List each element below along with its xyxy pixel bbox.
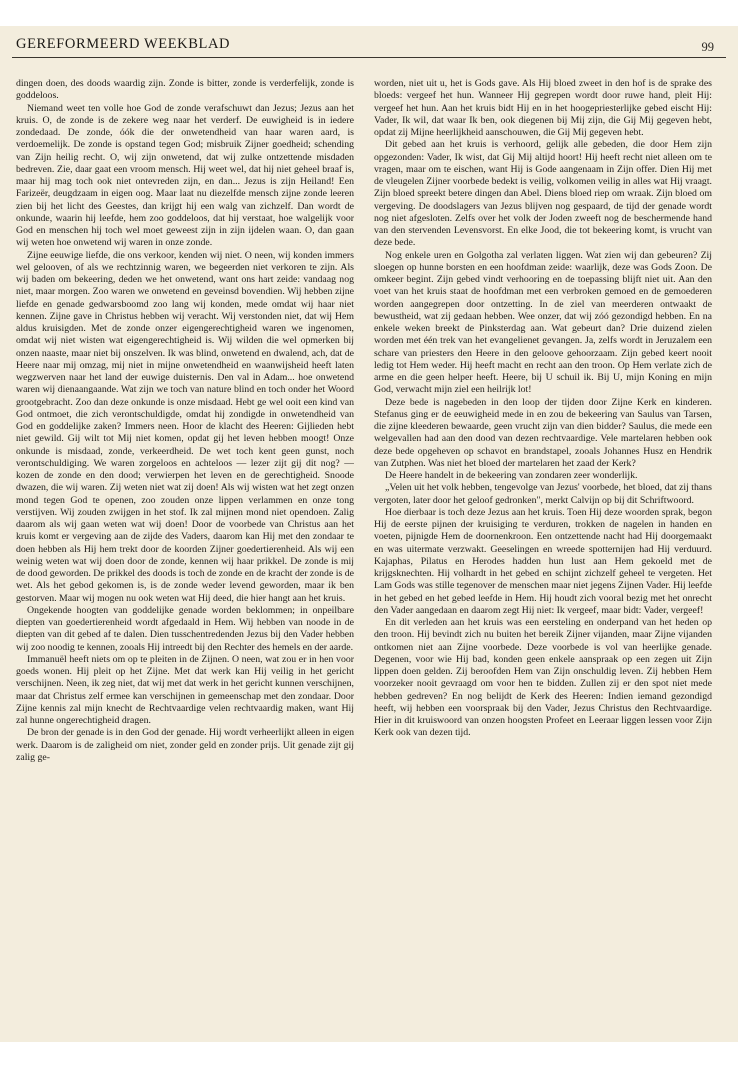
text-column-right [374,78,712,1038]
paragraph: Niemand weet ten volle hoe God de zonde verafschuwt dan Jezus; Jezus aan het kruis. O, de zonde is de zekere weg naar het verderf. De euwigheid is in iedere zondedaad. De zonde, óók die der onwetendheid van haar waren aard, is verdoemelijk. De zonde is opstand tegen God; misbruik Zijner goedheid; schending van Zijn heilig recht. O, wij zijn onwetend, dat wij zulke ontzettende misdaden bedreven. Zie, daar gaat een vroom mensch. Hij weet wel, dat hij niet geheel braaf is, maar hij mag toch ook niet ontevreden zijn, en dan... Jezus is zijn Heiland! Een Farizeër, deugdzaam in eigen oog. Maar laat nu diezelfde mensch zijne zonde leeren zien bij het licht des Geestes, dan krijgt hij een walg van zichzelf. Dan wordt de onkunde, waarin hij leefde, hem zoo goddeloos, dat hij verstaat, hoe walgelijk voor God en menschen hij toch wel moet geweest zijn in zijn ijdelen waan. O, dan gaan wij weten hoe onwetend wij waren in onze zonde. [16,102,354,249]
paragraph: worden, niet uit u, het is Gods gave. Als Hij bloed zweet in den hof is de sprake des bloeds: vergeef het hun. Wanneer Hij gegrepen wordt door ruwe hand, pleit Hij: vergeef het hun. Aan het kruis bidt Hij en in het hoogepriesterlijke gebed eischt Hij: Vader, Ik wil, dat waar Ik ben, ook diegenen bij Mij zijn, die Gij Mij gegeven hebt, opdat zij Mijne heerlijkheid aanschouwen, die Gij Mij gegeven hebt. [374,78,712,138]
paragraph: En dit verleden aan het kruis was een eersteling en onderpand van het heden op den troon. Hij bevindt zich nu buiten het bereik Zijner vijanden, maar Zijne vijanden ontkomen niet aan Zijne voorbede. Deze voorbede is vol van heerlijke genade. Degenen, voor wie Hij bad, konden geen enkele aanspraak op een zegen uit Zijn lippen doen gelden. Zij beroofden Hem van Zijn onschuldig leven. Zij hebben Hem voorzeker nooit gevraagd om voor hen te bidden. Zullen zij er den spot niet mede hebben gedreven? En nog belijdt de Kerk des Heeren: Indien iemand gezondigd heeft, wij hebben een voorspraak bij den Vader, Jezus Christus den Rechtvaardige. Hier in dit kruiswoord van onzen hoogsten Profeet en Leeraar liggen lessen voor Zijn Kerk ook van dezen tijd. [374,617,712,739]
top-margin [0,0,738,26]
paragraph: „Velen uit het volk hebben, tengevolge van Jezus' voorbede, het bloed, dat zij thans vergoten, later door het geloof gedronken", merkt Calvijn op bij dit Schriftwoord. [374,482,712,506]
page-header [12,36,726,56]
text-column-left [16,78,354,1038]
paragraph: De bron der genade is in den God der genade. Hij wordt verheerlijkt alleen in eigen werk. Daarom is de zaligheid om niet, zonder geld en zonder prijs. Uit genade zijt gij zalig ge- [16,727,354,763]
paragraph: Nog enkele uren en Golgotha zal verlaten liggen. Wat zien wij dan gebeuren? Zij sloegen op hunne borsten en een hoofdman zeide: waarlijk, deze was Gods Zoon. De omkeer begint. Zijn gebed vindt verhooring en de toepassing blijft niet uit. Aan den voet van het kruis staat de hoofdman met een verbroken gemoed en de gemoederen worden aangegrepen door ontzetting. In de ziel van meerderen ontwaakt de bewustheid, wat zij gedaan hebben. Wee onzer, dat wij zóó gezondigd hebben. En na enkele weken breekt de Pinksterdag aan. Wat gebeurt dan? Drie duizend zielen worden met één trek van het evangelienet gevangen. Ja, zelfs wordt in Jeruzalem een schare van priesters den Heere in den geloove gehoorzaam. Zijn gebed keert nooit ledig tot Hem weder. Hij heeft macht en recht aan den troon. Op Hem verlate zich de arme en die geen helper heeft. Heere, bij U schuil ik. Bij U, mijn Koning en mijn God, verwacht mijn ziel een heilrijk lot! [374,249,712,396]
page-number: 99 [701,40,714,54]
paragraph: De Heere handelt in de bekeering van zondaren zeer wonderlijk. [385,470,638,481]
running-title: GEREFORMEERD WEEKBLAD [16,36,231,52]
bottom-margin [0,1042,738,1068]
paragraph: Ongekende hoogten van goddelijke genade worden beklommen; in onpeilbare diepten van goedertierenheid wordt afgedaald in Hem. Wij hebben van noode in de diepten van dit gebed af te dalen. Dien tusschentredenden Jezus bij den Vader hebben wij zoo noodig te kennen, zooals Hij intreedt bij den Rechter des hemels en der aarde. [16,604,354,653]
paragraph: Dit gebed aan het kruis is verhoord, gelijk alle gebeden, die door Hem zijn opgezonden: Vader, Ik wist, dat Gij Mij altijd hoort! Hij heeft recht niet alleen om te vragen, maar om te eischen, want Hij is Gode aangenaam in Zijn offer. Dien Hij met de vleugelen Zijner voorbede bedekt is veilig, volkomen veilig in alles wat Hij vraagt. Zijn bloed spreekt betere dingen dan Abel. Diens bloed riep om wraak. Zijn bloed om vergeving. De doodslagers van Jezus blijven nog gespaard, de tijd der genade wordt nog niet afgesloten. Zelfs over het volk der Joden zweeft nog de beschermende hand van den stervenden Levensvorst. En elke Jood, die tot bekeering komt, is vrucht van deze bede. [374,139,712,249]
paragraph: Immanuël heeft niets om op te pleiten in de Zijnen. O neen, wat zou er in hen voor goeds wonen. Hij pleit op het Zijne. Met dat werk kan Hij veilig in het gericht verschijnen. Neen, ik zeg niet, dat wij met dat werk in het gericht kunnen verschijnen, maar dat Christus zelf ermee kan verschijnen in gemeenschap met den zondaar. Door Zijne kennis zal mijn knecht de Rechtvaardige velen rechtvaardig maken, want Hij zal hunne ongerechtigheid dragen. [16,653,354,726]
paragraph: Zijne eeuwige liefde, die ons verkoor, kenden wij niet. O neen, wij konden immers wel gelooven, of als we rechtzinnig waren, we begeerden niet verkoren te zijn. Als wij baden om bekeering, deden we het onwetend, want ons hart zeide: vandaag nog niet, maar morgen. Zoo waren we onwetend en geveinsd bovendien. Wij hebben zijne liefde en genade gedwarsboomd zoo lang wij konden, mede omdat wij haar niet kennen. Zijne gave in Christus hebben wij veracht. Wij verstonden niet, dat wij Hem aldus kruisigden. Met de zonde onzer eigengerechtigheid waren we ingenomen, omdat wij niet wisten wat eigengerechtigheid is. Wij wilden die wel opmerken bij onzen naaste, maar niet bij onszelven. Ik was blind, onwetend en dwalend, ach, dat de Heere naar mij omzag, mij niet in mijne onwetendheid en waanwijsheid heeft laten wegzwerven naar het land der euwige duisternis. Den val in Adam... hoe onwetend waren wij dienaangaande. Wat zijn we toch van nature blind en toch onder het Woord grootgebracht. Zoo dan deze onkunde is onze misdaad. Hebt ge wel ooit een kind van God ontmoet, die zich verontschuldigde, omdat hij zondigde in onwetendheid van God en goddelijke zaken? Immers neen. Hoor de klacht des Heeren: Gijlieden hebt niet gewild. Gij wilt tot Mij niet komen, opdat gij het leven hebben moogt! Onze onkunde is misdaad, zonde, verkeerdheid. De wet toch kent geen gunst, noch verontschuldiging. We waren zorgeloos en achteloos — lezer zijt gij dit nog? — kozen de zonde en den dood; verwierpen het leven en de gerechtigheid. Snoode dwazen, die wij waren. Zij weten niet wat zij doen! Als wij wisten wat het zegt onzen mond tegen God te openen, zoo zouden onze lippen verlammen en onze tong verstijven. Wij zouden zwijgen in het stof. Ik zal mijnen mond niet opendoen. Zalig daarom als wij gaan weten wat wij doen! Door de voorbede van Christus aan het kruis komt er vergeving aan de zijde des Vaders, daarom kan Hij met den zondaar te doen hebben als Hij hem trekt door de koorden Zijner goedertierenheid. Als wij een weinig weten wat wij doen door de zonde, kennen wij haar prikkel. De zonde is mij de dood geworden. De prikkel des doods is toch de zonde en de kracht der zonde is de wet. Als het gebod gekomen is, is de zonde weder levend geworden, maar ik ben gestorven. Maar wij mogen nu ook weten wat Hij deed, die hier hangt aan het kruis. [16,249,354,604]
header-rule [12,57,726,58]
paragraph: Deze bede is nagebeden in den loop der tijden door Zijne Kerk en kinderen. Stefanus ging er de eeuwigheid mede in en zou de bekeering van Saulus van Tarsen, die zijne kleederen bewaarde, geen vrucht zijn van dien bidder? Saulus, die mede een welgevallen had aan den dood van dezen rechtvaardige. Vele martelaren hebben ook deze bede opgeheven op schavot en brandstapel, zooals Johannes Husz en Hendrik van Zutphen. Was niet het bloed der martelaren het zaad der Kerk? [374,396,712,469]
paragraph: dingen doen, des doods waardig zijn. Zonde is bitter, zonde is verderfelijk, zonde is goddeloos. [16,78,354,102]
paragraph: Hoe dierbaar is toch deze Jezus aan het kruis. Toen Hij deze woorden sprak, begon Hij de eerste pijnen der kruisiging te verduren, trokken de nagelen in handen en voeten, pijnigde Hem de doornenkroon. Een ontzettende nacht had Hij doorgemaakt en was uitermate verzwakt. Geeselingen en wreede spotternijen had Hij verduurd. Kajaphas, Pilatus en Herodes hadden hun lust aan Hem gekoeld met de krijgsknechten. Hij volhardt in het gebed en schijnt zichzelf geheel te vergeten. Het Lam Gods was stille tegenover de menschen maar niet jegens Zijnen Vader. Hij leefde in het gebed en het gebed leefde in Hem. Hij houdt zich vooral bezig met het onrecht den Vader aangedaan en daarom zegt Hij niet: Ik vergeef, maar bidt: Vader, vergeef! [374,506,712,616]
